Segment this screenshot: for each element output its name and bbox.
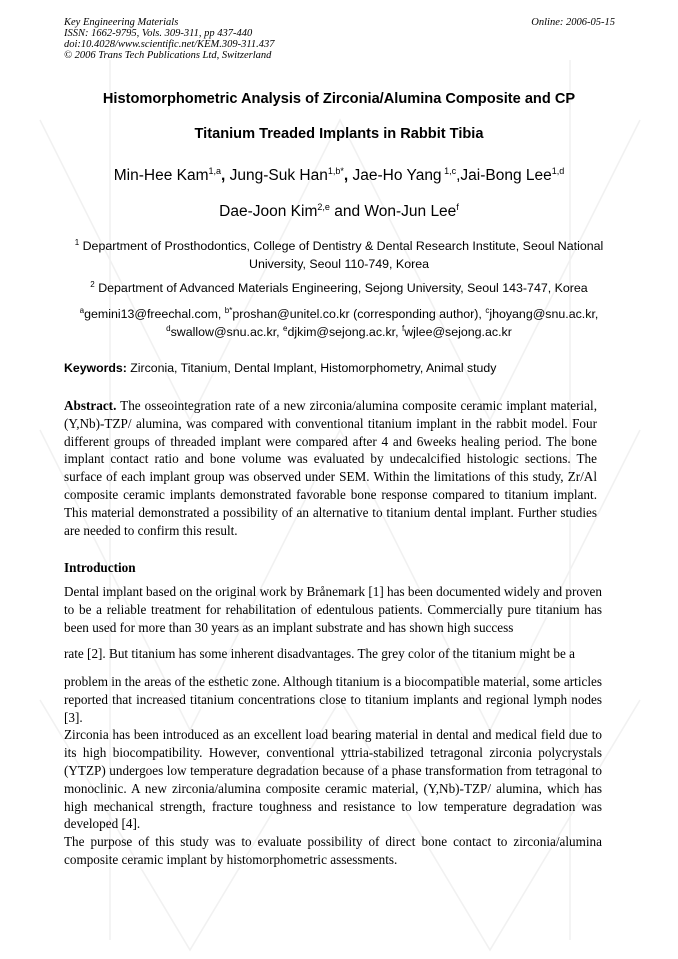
body-text: The purpose of this study was to evaluate possibility of direct bone contact to zirconia/alumina composite ceramic implant by histomorphometric assessments. <box>64 834 602 867</box>
author-name: Jung-Suk Han <box>229 167 328 184</box>
affiliation-text: Department of Advanced Materials Engineering, Sejong University, Seoul 143-747, Korea <box>94 281 588 295</box>
introduction-paragraphs <box>64 673 602 869</box>
email-address: gemini13@freechal.com, <box>84 307 225 321</box>
author-list-line-1 <box>30 167 648 185</box>
email-list <box>56 305 622 341</box>
author-name: Won-Jun Lee <box>364 203 457 220</box>
email-mark: b* <box>224 306 233 315</box>
abstract-text: The osseointegration rate of a new zirconia/alumina composite ceramic implant material, (Y,Nb)-TZP/ alumina, was compared with conventional titanium implant in the rabbit model. Four different groups of threaded implant were compared after 4 and 6weeks healing period. The bone implant contact ratio and bone volume was evaluated by undecalcified histologic sections. The surface of each implant group was observed under SEM. Within the limitations of this study, Zr/Al composite ceramic implants demonstrated favorable bone response compared to titanium implant. This material demonstrated a possibility of an alternative to titanium dental implant. Further studies are needed to confirm this result. <box>64 398 597 538</box>
author-name: Min-Hee Kam <box>113 167 209 184</box>
affiliation-number: 2 <box>90 280 95 289</box>
introduction-paragraph-1b <box>64 645 602 663</box>
issn-line: ISSN: 1662-9795, Vols. 309-311, pp 437-440 <box>64 28 253 39</box>
body-text: problem in the areas of the esthetic zone. Although titanium is a biocompatible material, some articles reported that increased titanium concentrations close to titanium implants and regional lymph nodes [3]. <box>64 674 602 725</box>
email-address: djkim@sejong.ac.kr, <box>287 325 402 339</box>
email-mark: f <box>401 324 405 333</box>
author-name: Jae-Ho Yang <box>352 167 442 184</box>
email-mark: e <box>283 324 288 333</box>
online-date: Online: 2006-05-15 <box>531 17 615 28</box>
abstract-label: Abstract. <box>64 398 117 413</box>
copyright-line: © 2006 Trans Tech Publications Ltd, Switzerland <box>64 50 272 61</box>
email-address: wjlee@sejong.ac.kr <box>404 325 512 339</box>
affiliation-text: Department of Prosthodontics, College of Dentistry & Dental Research Institute, Seoul National <box>79 239 604 253</box>
email-mark: c <box>485 306 490 315</box>
body-text: Zirconia has been introduced as an excellent load bearing material in dental and medical field due to its high biocompatibility. However, conventional yttria-stabilized tetragonal zirconia polycrystals (YTZP) undergoes low temperature degradation because of a phase transformation from tetragonal to monoclinic. A new zirconia/alumina composite ceramic material, (Y,Nb)-TZP/ alumina, which has high mechanical strength, fracture toughness and resistance to low temperature degradation was developed [4]. <box>64 727 602 832</box>
abstract-paragraph <box>64 397 597 539</box>
journal-header <box>64 17 464 61</box>
author-separator: , <box>221 167 230 184</box>
author-affiliation-mark: 1,a <box>208 166 222 176</box>
introduction-paragraph-1a <box>64 583 602 636</box>
keywords-line <box>64 361 624 375</box>
body-text: Dental implant based on the original work by Brånemark [1] has been documented widely and proven to be a reliable treatment for rehabilitation of edentulous patients. Commercially pure titanium has been used for more than 30 years as an implant substrate and has shown high success <box>64 584 602 635</box>
paper-title-line-2: Titanium Treaded Implants in Rabbit Tibia <box>194 126 484 142</box>
paper-title-line-1: Histomorphometric Analysis of Zirconia/Alumina Composite and CP <box>102 91 576 107</box>
affiliation-number: 1 <box>74 238 80 247</box>
author-list-line-2 <box>30 203 648 221</box>
journal-name: Key Engineering Materials <box>64 17 179 28</box>
author-affiliation-mark: 2,e <box>317 202 330 212</box>
affiliation-1 <box>56 237 622 273</box>
author-affiliation-mark: 1,c <box>441 166 457 176</box>
doi-line: doi:10.4028/www.scientific.net/KEM.309-311.437 <box>64 39 275 50</box>
affiliation-2 <box>56 279 622 297</box>
email-address: jhoyang@snu.ac.kr, <box>489 307 599 321</box>
body-text: rate [2]. But titanium has some inherent disadvantages. The grey color of the titanium might be a <box>64 646 576 661</box>
author-conjunction: and <box>329 203 365 220</box>
author-name: Dae-Joon Kim <box>219 203 318 220</box>
affiliation-text: University, Seoul 110-749, Korea <box>249 257 429 271</box>
introduction-heading: Introduction <box>64 560 136 575</box>
author-affiliation-mark: f <box>456 202 459 212</box>
email-address: swallow@snu.ac.kr, <box>170 325 284 339</box>
email-address: proshan@unitel.co.kr (corresponding author), <box>232 307 486 321</box>
author-affiliation-mark: 1,d <box>551 166 565 176</box>
author-affiliation-mark: 1,b* <box>327 166 344 176</box>
email-mark: d <box>166 324 171 333</box>
author-separator: , <box>456 167 461 184</box>
author-name: Jai-Bong Lee <box>460 167 552 184</box>
email-mark: a <box>79 306 85 315</box>
author-separator: , <box>343 167 353 184</box>
keywords-label: Keywords: <box>64 361 127 375</box>
keywords-text: Zirconia, Titanium, Dental Implant, Histomorphometry, Animal study <box>126 361 497 375</box>
